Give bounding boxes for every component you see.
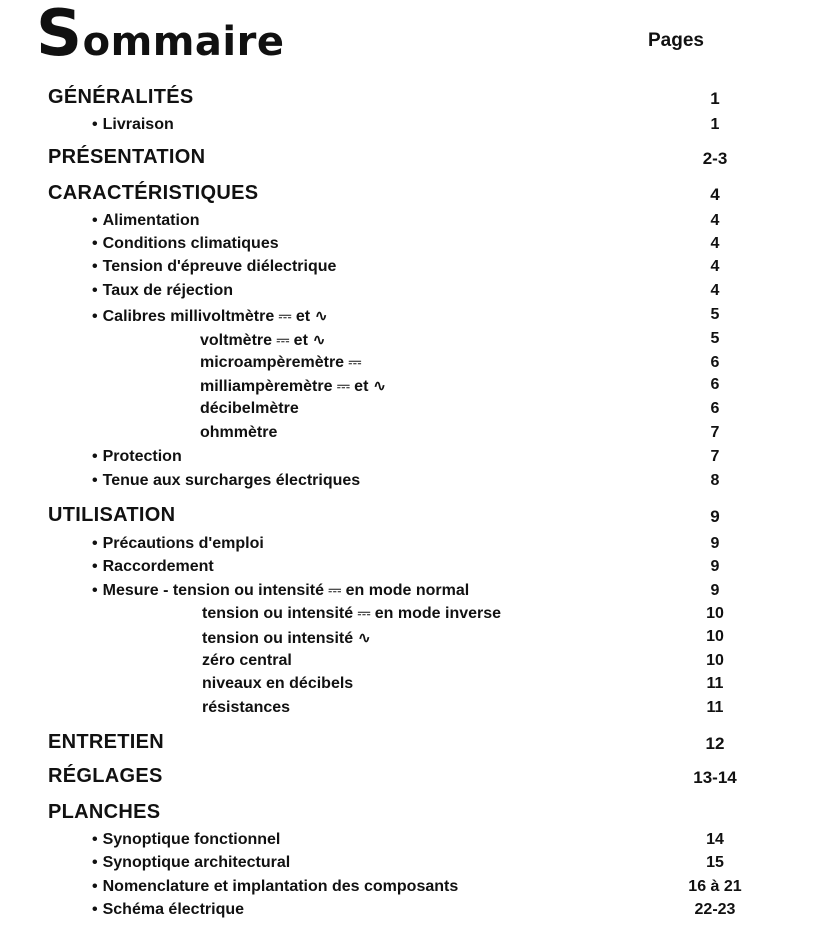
toc-entry-label: milliampèremètre ⎓ et ∿ xyxy=(200,378,387,395)
toc-entry-row xyxy=(0,533,819,557)
toc-page-number: 9 xyxy=(710,582,720,599)
toc-page-number: 6 xyxy=(710,376,720,393)
toc-entry-label: • Synoptique architectural xyxy=(92,854,290,872)
title-initial: S xyxy=(36,0,83,71)
toc-entry-row xyxy=(0,852,819,876)
toc-section-label: ENTRETIEN xyxy=(48,731,165,753)
toc-entry-row xyxy=(0,673,819,697)
toc-entry-row xyxy=(0,352,819,376)
toc-entry-label: • Protection xyxy=(92,448,182,466)
toc-entry-row xyxy=(0,580,819,604)
toc-entry-row xyxy=(0,304,819,328)
toc-page-number: 11 xyxy=(706,675,724,692)
toc-page-number: 10 xyxy=(706,605,724,622)
toc-entry-label: • Tenue aux surcharges électriques xyxy=(92,472,360,490)
toc-page-number: 10 xyxy=(706,652,724,669)
pages-column-header: Pages xyxy=(648,30,704,51)
toc-entry-row xyxy=(0,233,819,257)
toc-entry-row xyxy=(0,328,819,352)
toc-section-row xyxy=(0,86,819,110)
toc-entry-label: • Tension d'épreuve diélectrique xyxy=(92,258,336,276)
toc-section-label: CARACTÉRISTIQUES xyxy=(48,182,259,204)
toc-entry-label: niveaux en décibels xyxy=(202,675,354,692)
toc-page-number: 10 xyxy=(706,628,724,645)
toc-page-number: 11 xyxy=(706,699,724,716)
toc-entry-label: tension ou intensité ∿ xyxy=(202,630,371,647)
toc-entry-row xyxy=(0,280,819,304)
toc-entry-label: • Alimentation xyxy=(92,212,200,230)
toc-section-row xyxy=(0,731,819,755)
toc-entry-row xyxy=(0,697,819,721)
toc-page-number: 4 xyxy=(710,258,720,275)
toc-page-number: 1 xyxy=(710,116,720,133)
toc-page-number: 22-23 xyxy=(694,901,736,918)
toc-page-number: 4 xyxy=(710,282,720,299)
toc-page-number: 6 xyxy=(710,354,720,371)
toc-section-row xyxy=(0,146,819,170)
toc-entry-label: voltmètre ⎓ et ∿ xyxy=(200,332,326,349)
toc-entry-row xyxy=(0,422,819,446)
page-title xyxy=(36,0,285,72)
toc-entry-row xyxy=(0,374,819,398)
toc-entry-row xyxy=(0,829,819,853)
toc-page-number: 5 xyxy=(710,330,720,347)
toc-section-row xyxy=(0,801,819,825)
toc-entry-label: décibelmètre xyxy=(200,400,299,417)
toc-page-number: 1 xyxy=(710,89,720,108)
toc-entry-label: • Mesure - tension ou intensité ⎓ en mode normal xyxy=(92,582,469,600)
toc-entry-label: • Synoptique fonctionnel xyxy=(92,831,280,849)
toc-page-number: 7 xyxy=(710,424,720,441)
toc-entry-label: zéro central xyxy=(202,652,292,669)
toc-entry-row xyxy=(0,470,819,494)
toc-section-row xyxy=(0,765,819,789)
toc-page-number: 9 xyxy=(710,558,720,575)
title-rest: ommaire xyxy=(82,19,285,65)
toc-entry-row xyxy=(0,210,819,234)
toc-entry-row xyxy=(0,398,819,422)
toc-entry-label: microampèremètre ⎓ xyxy=(200,354,362,371)
toc-entry-label: • Nomenclature et implantation des composants xyxy=(92,878,458,896)
toc-page-number: 7 xyxy=(710,448,720,465)
toc-entry-label: • Taux de réjection xyxy=(92,282,233,300)
toc-entry-label: tension ou intensité ⎓ en mode inverse xyxy=(202,605,502,622)
toc-page-number: 4 xyxy=(710,212,720,229)
toc-section-row xyxy=(0,182,819,206)
toc-page-number: 4 xyxy=(710,235,720,252)
toc-entry-row xyxy=(0,556,819,580)
toc-section-label: GÉNÉRALITÉS xyxy=(48,86,194,108)
toc-page-number: 15 xyxy=(706,854,724,871)
toc-section-label: UTILISATION xyxy=(48,504,176,526)
toc-page-number: 2-3 xyxy=(702,149,728,168)
toc-section-label: RÉGLAGES xyxy=(48,765,163,787)
toc-entry-row xyxy=(0,256,819,280)
toc-entry-row xyxy=(0,446,819,470)
toc-page-number: 12 xyxy=(705,734,725,753)
toc-page-number: 16 à 21 xyxy=(688,878,742,895)
toc-entry-label: résistances xyxy=(202,699,291,716)
toc-page-number: 4 xyxy=(710,185,720,204)
toc-entry-label: ohmmètre xyxy=(200,424,278,441)
toc-entry-label: • Calibres millivoltmètre ⎓ et ∿ xyxy=(92,306,328,326)
toc-page-number: 13-14 xyxy=(693,768,737,787)
toc-page-number: 9 xyxy=(710,507,720,526)
toc-entry-row xyxy=(0,603,819,627)
toc-page-number: 5 xyxy=(710,306,720,323)
toc-entry-label: • Conditions climatiques xyxy=(92,235,279,253)
toc-page-number: 8 xyxy=(710,472,720,489)
toc-entry-row xyxy=(0,876,819,900)
toc-section-label: PRÉSENTATION xyxy=(48,146,206,168)
toc-entry-label: • Raccordement xyxy=(92,558,214,576)
toc-entry-label: • Schéma électrique xyxy=(92,901,244,919)
toc-page-number: 6 xyxy=(710,400,720,417)
toc-entry-row xyxy=(0,114,819,138)
toc-entry-row xyxy=(0,626,819,650)
toc-page-number: 9 xyxy=(710,535,720,552)
toc-entry-row xyxy=(0,899,819,923)
toc-page-number: 14 xyxy=(706,831,724,848)
toc-entry-label: • Livraison xyxy=(92,116,174,134)
toc-entry-label: • Précautions d'emploi xyxy=(92,535,264,553)
toc-section-row xyxy=(0,504,819,528)
toc-entry-row xyxy=(0,650,819,674)
toc-section-label: PLANCHES xyxy=(48,801,161,823)
